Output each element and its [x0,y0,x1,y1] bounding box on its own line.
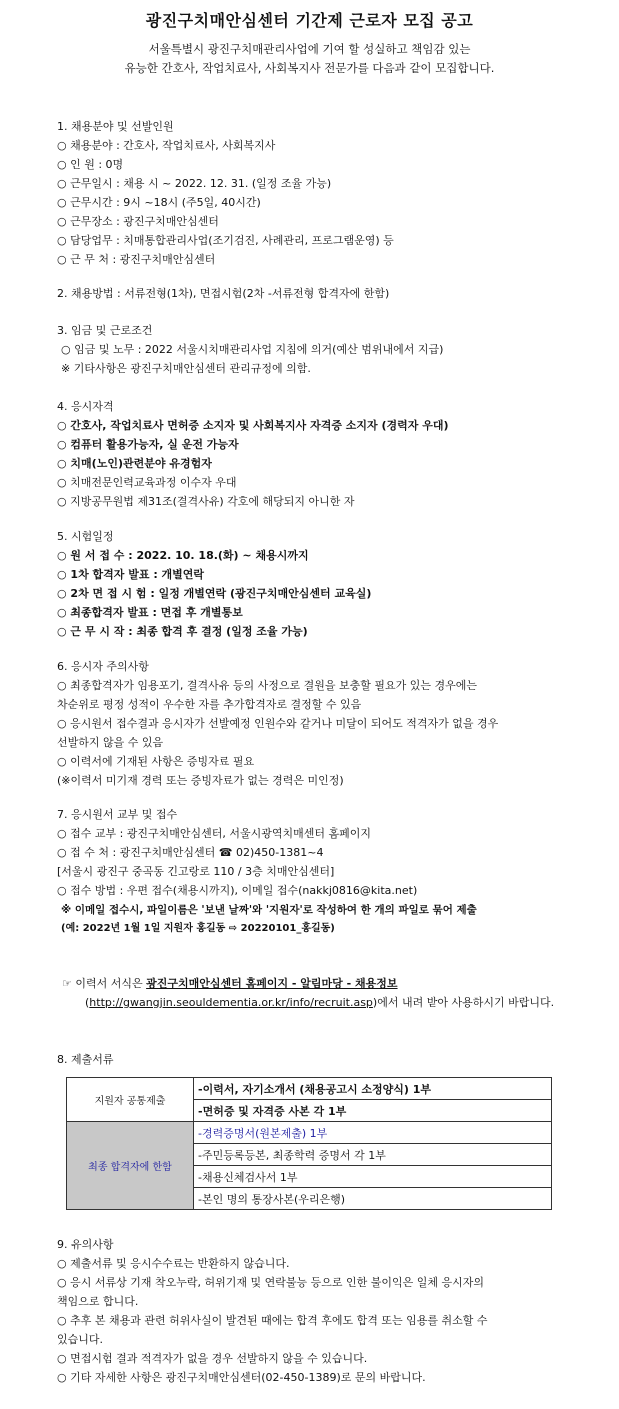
form-notice: ☞ 이력서 서식은 광진구치매안심센터 홈페이지 - 알림마당 - 채용정보 [62,977,398,990]
s9-item: ○ 응시 서류상 기재 착오누락, 허위기재 및 연락불능 등으로 인한 불이익은 일체 응시자의 [57,1276,484,1289]
s7-item: ○ 접 수 처 : 광진구치매안심센터 ☎ 02)450-1381~4 [57,846,324,859]
s1-item: ○ 근 무 처 : 광진구치매안심센터 [57,253,216,266]
s4-item-bold: ○ 컴퓨터 활용가능자, 실 운전 가능자 [57,438,239,451]
homepage-path-link[interactable]: 광진구치매안심센터 홈페이지 - 알림마당 - 채용정보 [146,977,398,990]
s9-item: 있습니다. [57,1333,104,1346]
s6-item: ○ 최종합격자가 임용포기, 결격사유 등의 사정으로 결원을 보충할 필요가 있는 경우에는 [57,679,477,692]
table-row [67,1078,552,1100]
table-cell: -경력증명서(원본제출) 1부 [194,1122,552,1144]
s1-item: ○ 근무장소 : 광진구치매안심센터 [57,215,219,228]
s9-item: ○ 제출서류 및 응시수수료는 반환하지 않습니다. [57,1257,290,1270]
s5-item: ○ 최종합격자 발표 : 면접 후 개별통보 [57,606,243,619]
section-5-heading: 5. 시험일정 [57,530,114,543]
section-3-heading: 3. 임금 및 근로조건 [57,324,153,337]
section-1-heading: 1. 채용분야 및 선발인원 [57,120,174,133]
s6-item: ○ 응시원서 접수결과 응시자가 선발예정 인원수와 같거나 미달이 되어도 적격자가 없을 경우 [57,717,499,730]
section-2-heading: 2. 채용방법 : 서류전형(1차), 면접시험(2차 -서류전형 합격자에 한함) [57,287,390,300]
s9-item: ○ 면접시험 결과 적격자가 없을 경우 선발하지 않을 수 있습니다. [57,1352,368,1365]
s1-item: ○ 근무일시 : 채용 시 ~ 2022. 12. 31. (일정 조율 가능) [57,177,332,190]
subtitle-line-1: 서울특별시 광진구치매관리사업에 기여 할 성실하고 책임감 있는 [148,42,471,56]
table-cell: -채용신체검사서 1부 [194,1166,552,1188]
s3-note: ※ 기타사항은 광진구치매안심센터 관리규정에 의함. [61,362,311,375]
common-label-cell: 지원자 공통제출 [67,1078,194,1122]
s4-item-bold: ○ 치매(노인)관련분야 유경험자 [57,457,212,470]
s7-item: ○ 접수 교부 : 광진구치매안심센터, 서울시광역치매센터 홈페이지 [57,827,372,840]
section-9-heading: 9. 유의사항 [57,1238,114,1251]
s7-email-example: (예: 2022년 1월 1일 지원자 홍길동 ⇨ 20220101_홍길동) [61,923,335,934]
s5-item: ○ 근 무 시 작 : 최종 합격 후 결정 (일정 조율 가능) [57,625,308,638]
s9-item: ○ 추후 본 채용과 관련 허위사실이 발견된 때에는 합격 후에도 합격 또는 임용를 취소할 수 [57,1314,488,1327]
s6-item: 차순위로 평정 성적이 우수한 자를 추가합격자로 결정할 수 있음 [57,698,362,711]
s7-email-note: ※ 이메일 접수시, 파일이름은 '보낸 날짜'와 '지원자'로 작성하여 한 개의 파일로 묶어 제출 [61,904,477,916]
table-cell: -주민등록등본, 최종학력 증명서 각 1부 [194,1144,552,1166]
s1-item: ○ 인 원 : 0명 [57,158,124,171]
section-7-heading: 7. 응시원서 교부 및 접수 [57,808,178,821]
section-4-heading: 4. 응시자격 [57,400,114,413]
final-label-cell: 최종 합격자에 한함 [67,1122,194,1210]
s4-item-bold: ○ 간호사, 작업치료사 면허증 소지자 및 사회복지사 자격증 소지자 (경력자 우대) [57,419,449,432]
s9-item: 책임으로 합니다. [57,1295,139,1308]
section-8-heading: 8. 제출서류 [57,1053,114,1066]
form-url-line: (http://gwangjin.seouldementia.or.kr/info/recruit.asp)에서 내려 받아 사용하시기 바랍니다. [85,996,555,1009]
page-title: 광진구치매안심센터 기간제 근로자 모집 공고 [145,11,474,30]
table-row [67,1122,552,1144]
table-cell: -이력서, 자기소개서 (채용공고시 소정양식) 1부 [194,1078,552,1100]
s6-item: 선발하지 않을 수 있음 [57,736,164,749]
s1-item: ○ 채용분야 : 간호사, 작업치료사, 사회복지사 [57,139,276,152]
s7-item: [서울시 광진구 중곡동 긴고랑로 110 / 3층 치매안심센터] [57,865,335,878]
s5-item: ○ 2차 면 접 시 험 : 일정 개별연락 (광진구치매안심센터 교육실) [57,587,372,600]
s6-item: (※이력서 미기재 경력 또는 증빙자료가 없는 경력은 미인정) [57,774,344,787]
s7-item: ○ 접수 방법 : 우편 접수(채용시까지), 이메일 접수(nakkj0816@kita.net) [57,884,418,897]
section-6-heading: 6. 응시자 주의사항 [57,660,149,673]
s4-item: ○ 지방공무원법 제31조(결격사유) 각호에 해당되지 아니한 자 [57,495,355,508]
s5-item: ○ 원 서 접 수 : 2022. 10. 18.(화) ~ 채용시까지 [57,549,309,562]
s4-item: ○ 치매전문인력교육과정 이수자 우대 [57,476,237,489]
recruit-url-link[interactable]: http://gwangjin.seouldementia.or.kr/info/recruit.asp [89,996,373,1009]
s6-item: ○ 이력서에 기재된 사항은 증빙자료 필요 [57,755,255,768]
s3-item: ○ 임금 및 노무 : 2022 서울시치매관리사업 지침에 의거(예산 범위내에서 지급) [61,343,444,356]
table-cell: -본인 명의 통장사본(우리은행) [194,1188,552,1210]
s1-item: ○ 근무시간 : 9시 ~18시 (주5일, 40시간) [57,196,261,209]
subtitle-line-2: 유능한 간호사, 작업치료사, 사회복지사 전문가를 다음과 같이 모집합니다. [124,61,495,75]
s5-item: ○ 1차 합격자 발표 : 개별연락 [57,568,205,581]
s1-item: ○ 담당업무 : 치매통합관리사업(조기검진, 사례관리, 프로그램운영) 등 [57,234,394,247]
documents-table [66,1077,552,1210]
table-cell: -면허증 및 자격증 사본 각 1부 [194,1100,552,1122]
s9-item: ○ 기타 자세한 사항은 광진구치매안심센터(02-450-1389)로 문의 바랍니다. [57,1371,426,1384]
